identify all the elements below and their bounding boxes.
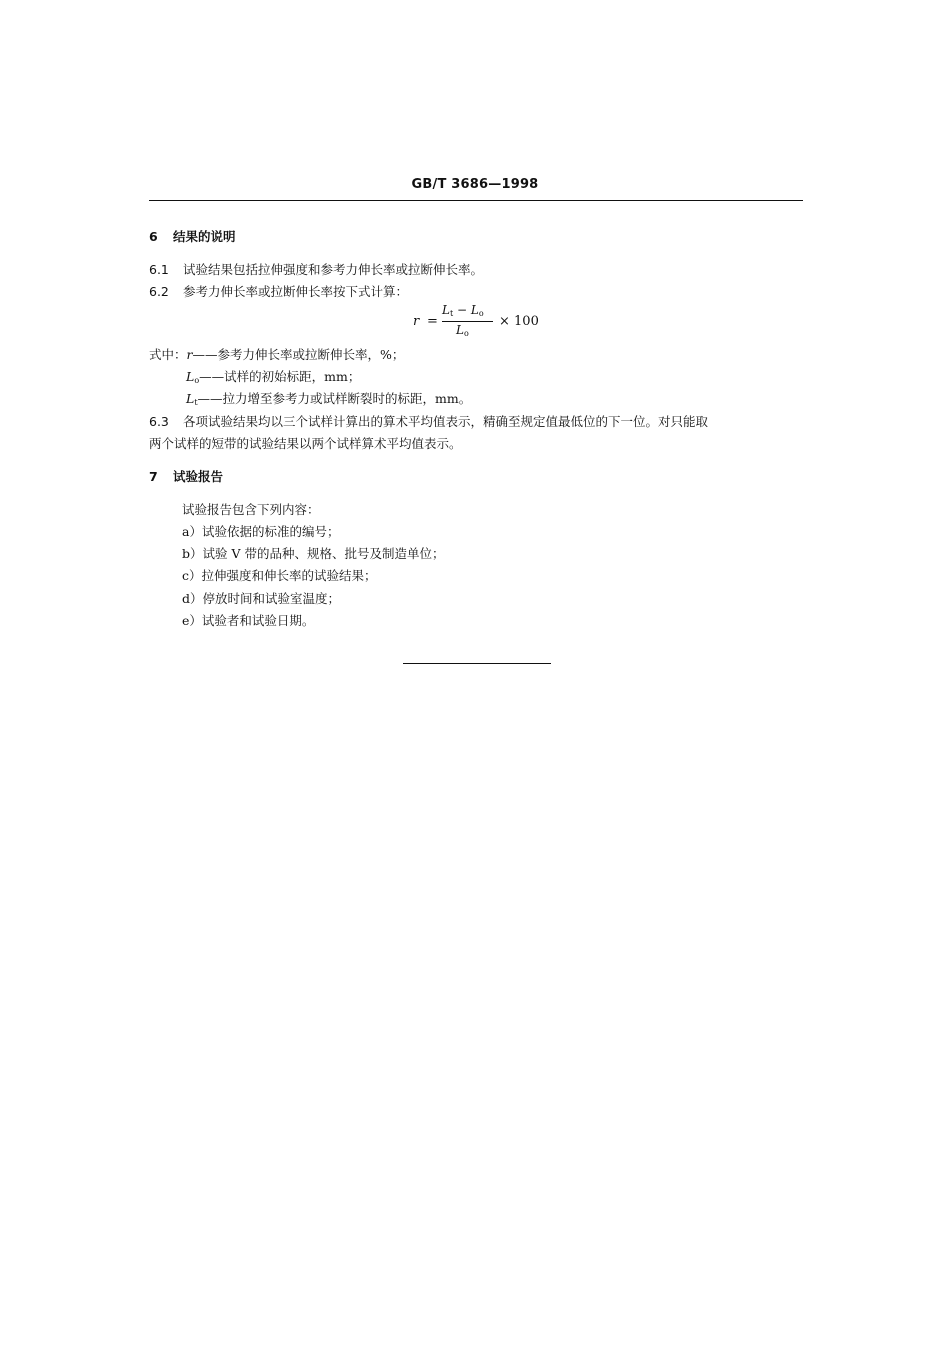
formula-denominator: $L_o$	[456, 323, 469, 338]
end-rule	[403, 663, 551, 664]
where-r-symbol: r	[186, 347, 193, 362]
formula-numerator: $L_t - L_o$	[442, 303, 484, 318]
clause-6-2-number: 6.2	[149, 284, 169, 299]
where-lead: 式中：	[149, 347, 187, 362]
where-lo-sub: o	[194, 376, 200, 385]
clause-6-1-text: 试验结果包括拉伸强度和参考力伸长率或拉断伸长率。	[183, 262, 484, 277]
report-item: b）试验 V 带的品种、规格、批号及制造单位；	[182, 546, 445, 561]
header-rule	[149, 200, 803, 201]
clause-6-2	[149, 283, 408, 300]
clause-6-1-number: 6.1	[149, 262, 169, 277]
where-lt-desc: ——拉力增至参考力或试样断裂时的标距，mm。	[197, 391, 472, 406]
where-r	[149, 346, 404, 363]
formula-lhs: r	[413, 314, 420, 329]
section-6-number: 6	[149, 229, 158, 244]
report-item: e）试验者和试验日期。	[182, 613, 315, 628]
where-lt-sub: t	[194, 398, 198, 407]
report-item: a）试验依据的标准的编号；	[182, 524, 340, 539]
section-7-heading	[149, 468, 223, 485]
where-r-desc: ——参考力伸长率或拉断伸长率，%；	[192, 347, 405, 362]
where-lt-symbol: L	[186, 391, 195, 406]
section-6-title: 结果的说明	[173, 229, 236, 244]
where-lt	[186, 390, 471, 411]
standard-header: GB/T 3686—1998	[411, 177, 539, 192]
section-6-heading	[149, 228, 236, 245]
elongation-formula	[413, 303, 553, 343]
report-item: c）拉伸强度和伸长率的试验结果；	[182, 568, 377, 583]
clause-6-3-line2: 两个试样的短带的试验结果以两个试样算术平均值表示。	[149, 436, 462, 451]
report-intro: 试验报告包含下列内容：	[182, 502, 320, 517]
formula-equals: =	[427, 314, 438, 329]
where-lo-symbol: L	[186, 369, 195, 384]
fraction-bar	[442, 321, 493, 322]
clause-6-2-text: 参考力伸长率或拉断伸长率按下式计算：	[183, 284, 409, 299]
section-7-number: 7	[149, 469, 158, 484]
clause-6-3-number: 6.3	[149, 414, 169, 429]
clause-6-3-line1	[149, 413, 708, 430]
clause-6-3-text-line1: 各项试验结果均以三个试样计算出的算术平均值表示，精确至规定值最低位的下一位。对只能取	[183, 414, 709, 429]
report-item: d）停放时间和试验室温度；	[182, 591, 341, 606]
formula-multiplier: × 100	[499, 314, 539, 329]
clause-6-1	[149, 261, 483, 278]
section-7-title: 试验报告	[173, 469, 224, 484]
where-lo-desc: ——试样的初始标距，mm；	[199, 369, 361, 384]
where-lo	[186, 368, 360, 389]
